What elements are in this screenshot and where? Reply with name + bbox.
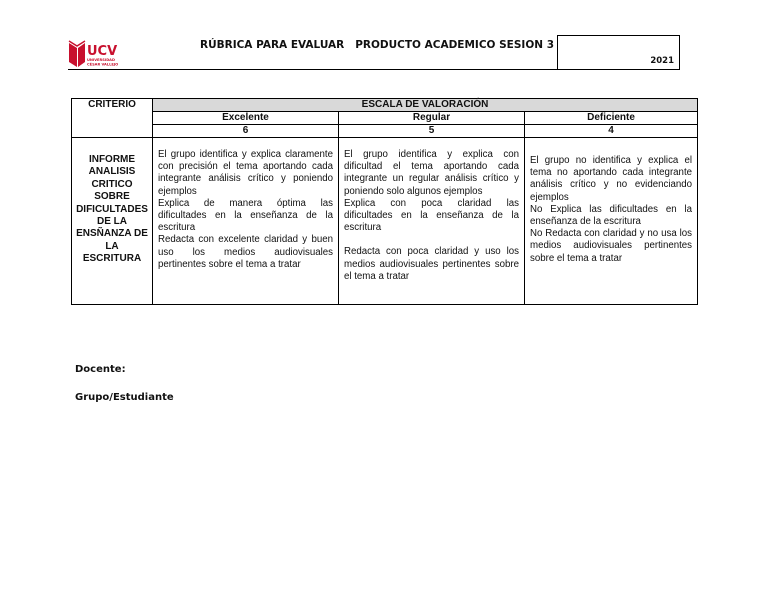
descriptor-regular <box>339 138 525 305</box>
header-divider <box>68 69 679 70</box>
descriptor-text: Explica de manera óptima las dificultades en la enseñanza de la escritura <box>158 197 333 234</box>
criterion-header: CRITERIO <box>72 99 153 138</box>
criterion-line: DIFICULTADES <box>76 203 148 215</box>
criterion-line: ANALISIS <box>88 166 136 178</box>
document-year: 2021 <box>650 56 674 66</box>
criterion-cell <box>72 138 153 305</box>
criterion-line: DE LA <box>97 216 127 228</box>
rubric-table <box>71 98 698 305</box>
ucv-logo <box>68 40 124 68</box>
descriptor-text: Redacta con excelente claridad y buen uso los medios audiovisuales pertinentes sobre el tema a tratar <box>158 234 333 270</box>
level-name-deficiente: Deficiente <box>525 112 698 125</box>
paragraph-spacer <box>344 234 519 246</box>
level-score-excelente: 6 <box>153 125 339 138</box>
criterion-line: LA <box>105 240 119 252</box>
level-score-deficiente: 4 <box>525 125 698 138</box>
docente-label: Docente: <box>75 364 126 375</box>
svg-text:UNIVERSIDAD: UNIVERSIDAD <box>87 58 115 62</box>
descriptor-text: El grupo identifica y explica claramente con precisión el tema aportando cada integrante análisis crítico y poniendo ejemplos <box>158 149 333 197</box>
descriptor-text: Redacta con poca claridad y uso los medios audiovisuales pertinentes sobre el tema a tratar <box>344 246 519 282</box>
criterion-line: ESCRITURA <box>82 253 142 265</box>
descriptor-text: Explica con poca claridad las dificultades en la enseñanza de la escritura <box>344 197 519 234</box>
level-name-excelente: Excelente <box>153 112 339 125</box>
descriptor-text: No Explica las dificultades en la enseñanza de la escritura <box>530 203 693 228</box>
svg-text:CÉSAR VALLEJO: CÉSAR VALLEJO <box>87 62 119 67</box>
document-title: RÚBRICA PARA EVALUAR PRODUCTO ACADEMICO SESION 3 <box>200 39 554 51</box>
level-score-regular: 5 <box>339 125 525 138</box>
scale-header: ESCALA DE VALORACIÓN <box>153 99 698 112</box>
descriptor-excelente <box>153 138 339 305</box>
criterion-line: INFORME <box>88 154 136 165</box>
criterion-line: SOBRE <box>94 191 130 203</box>
level-name-regular: Regular <box>339 112 525 125</box>
criterion-line: ENSÑANZA DE <box>76 228 148 240</box>
grupo-estudiante-label: Grupo/Estudiante <box>75 392 174 403</box>
svg-text:UCV: UCV <box>87 44 118 59</box>
descriptor-text: No Redacta con claridad y no usa los medios audiovisuales pertinentes sobre el tema a tratar <box>530 228 693 264</box>
descriptor-deficiente <box>525 138 698 305</box>
criterion-line: CRITICO <box>91 178 133 190</box>
descriptor-text: El grupo no identifica y explica el tema no aportando cada integrante análisis crítico y no evidenciando ejemplos <box>530 155 693 203</box>
year-box <box>557 35 680 70</box>
descriptor-text: El grupo identifica y explica con dificultad el tema aportando cada integrante un regular análisis crítico y poniendo solo algunos ejemplos <box>344 149 519 197</box>
